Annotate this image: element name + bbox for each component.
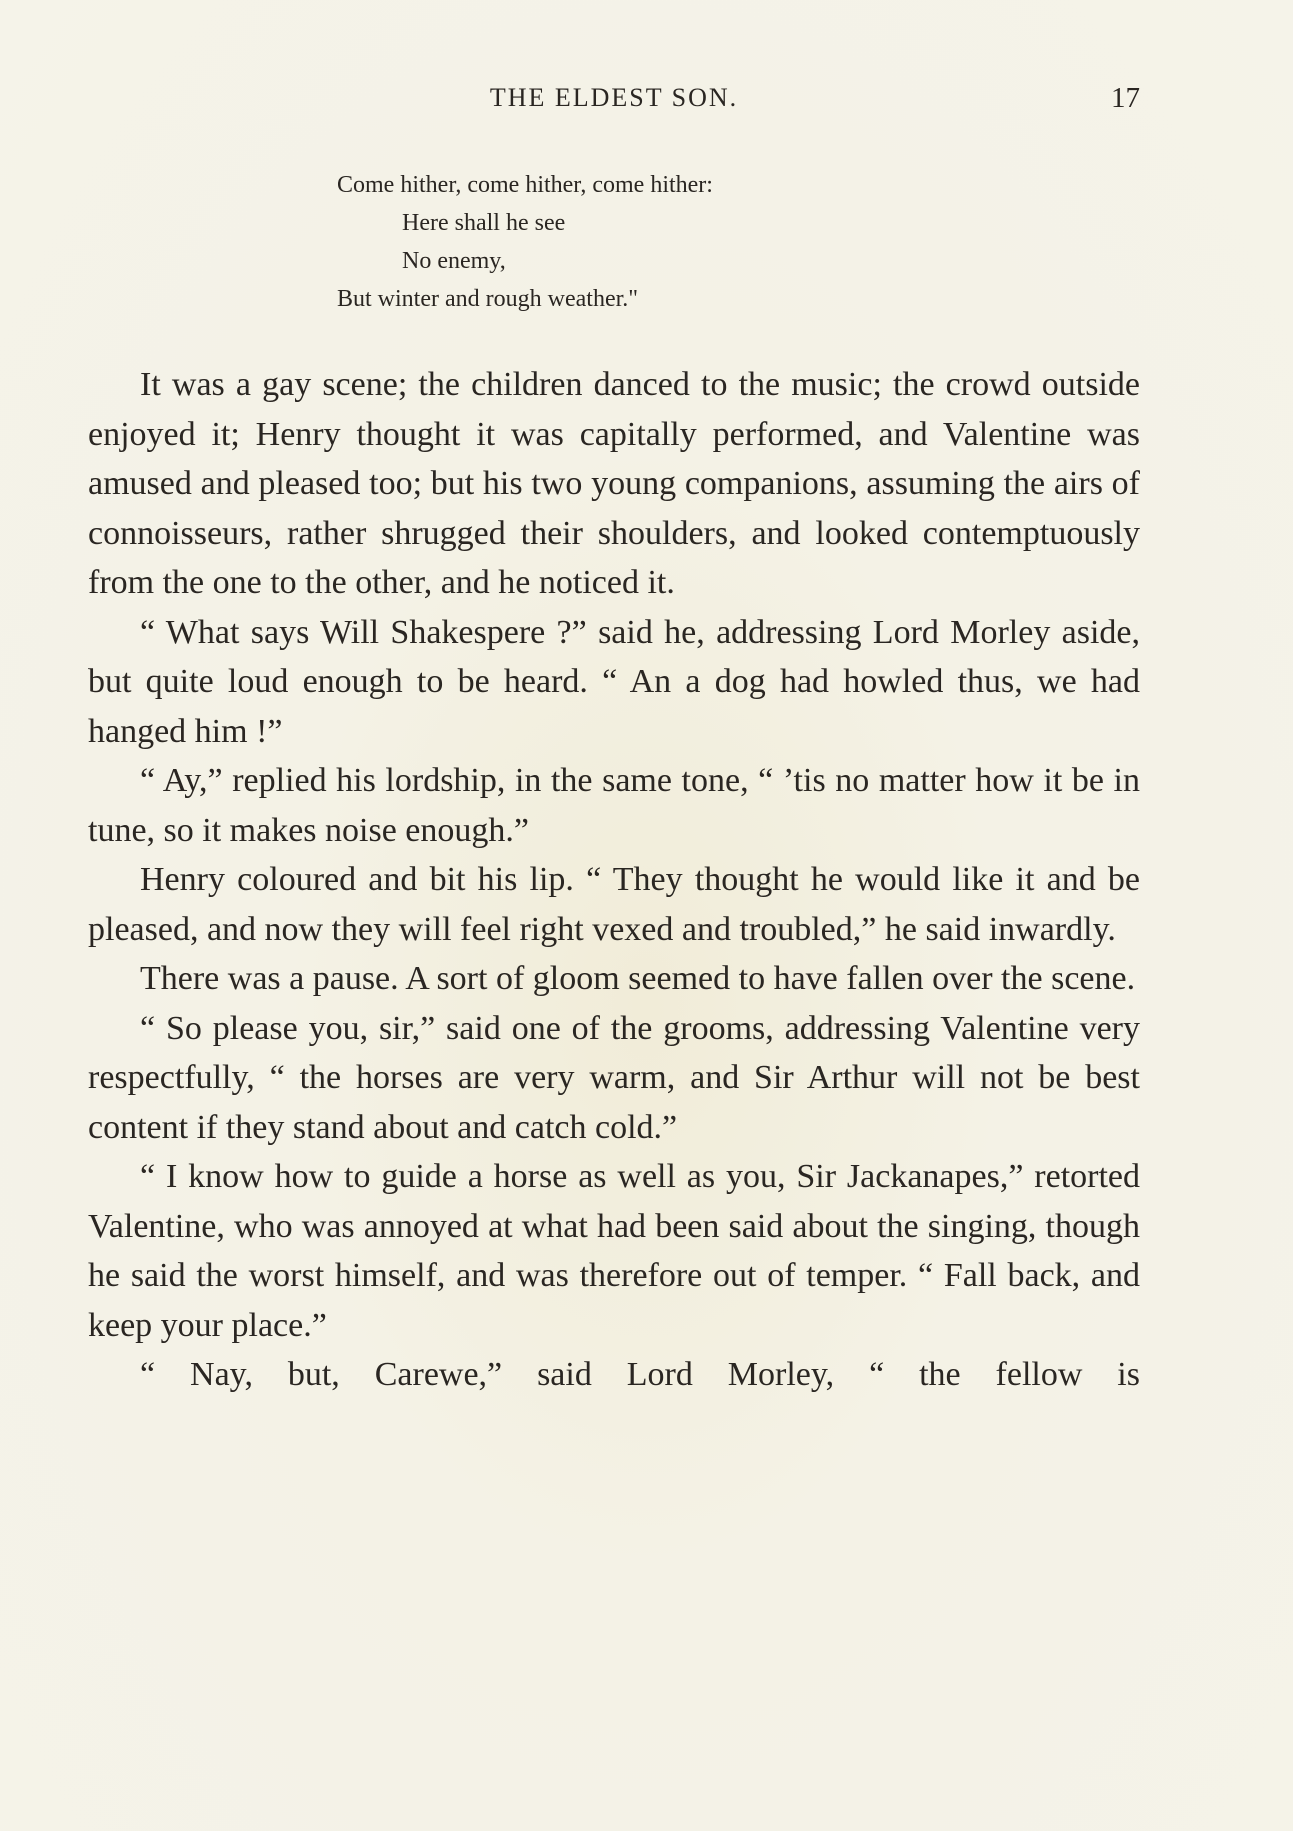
page-number: 17 (1111, 82, 1140, 114)
paragraph: “ Ay,” replied his lordship, in the same tone, “ ’tis no matter how it be in tune, so it makes noise enough.” (88, 762, 1140, 849)
body-text (88, 360, 1140, 1400)
poem-line: Come hither, come hither, come hither: (337, 172, 713, 198)
poem-line: No enemy, (402, 248, 506, 274)
paragraph: “ So please you, sir,” said one of the grooms, addressing Valentine very respectfully, “ the horses are very warm, and Sir Arthur will not be best content if they stand about and catch cold.” (88, 1009, 1140, 1146)
paragraph: “ I know how to guide a horse as well as you, Sir Jackanapes,” retorted Valentine, who was annoyed at what had been said about the singing, though he said the worst himself, and was therefore out of temper. “ Fall back, and keep your place.” (88, 1158, 1140, 1344)
paragraph: It was a gay scene; the children danced to the music; the crowd outside enjoyed it; Henry thought it was capitally performed, and Valentine was amused and pleased too; but his two young companions, assuming the airs of connoisseurs, rather shrugged their shoulders, and looked contemptuously from the one to the other, and he noticed it. (88, 366, 1140, 601)
paragraph: Henry coloured and bit his lip. “ They thought he would like it and be pleased, and now they will feel right vexed and troubled,” he said inwardly. (88, 861, 1140, 948)
paragraph: “ What says Will Shakespere ?” said he, addressing Lord Morley aside, but quite loud enough to be heard. “ An a dog had howled thus, we had hanged him !” (88, 613, 1140, 750)
page-header (88, 78, 1140, 118)
paragraph: “ Nay, but, Carewe,” said Lord Morley, “ the fellow is (140, 1356, 1140, 1393)
poem-line: Here shall he see (402, 210, 566, 236)
paragraph: There was a pause. A sort of gloom seemed to have fallen over the scene. (140, 960, 1136, 997)
poem-line: But winter and rough weather." (337, 286, 639, 312)
poem-quotation (337, 166, 937, 318)
running-title: THE ELDEST SON. (489, 83, 739, 112)
